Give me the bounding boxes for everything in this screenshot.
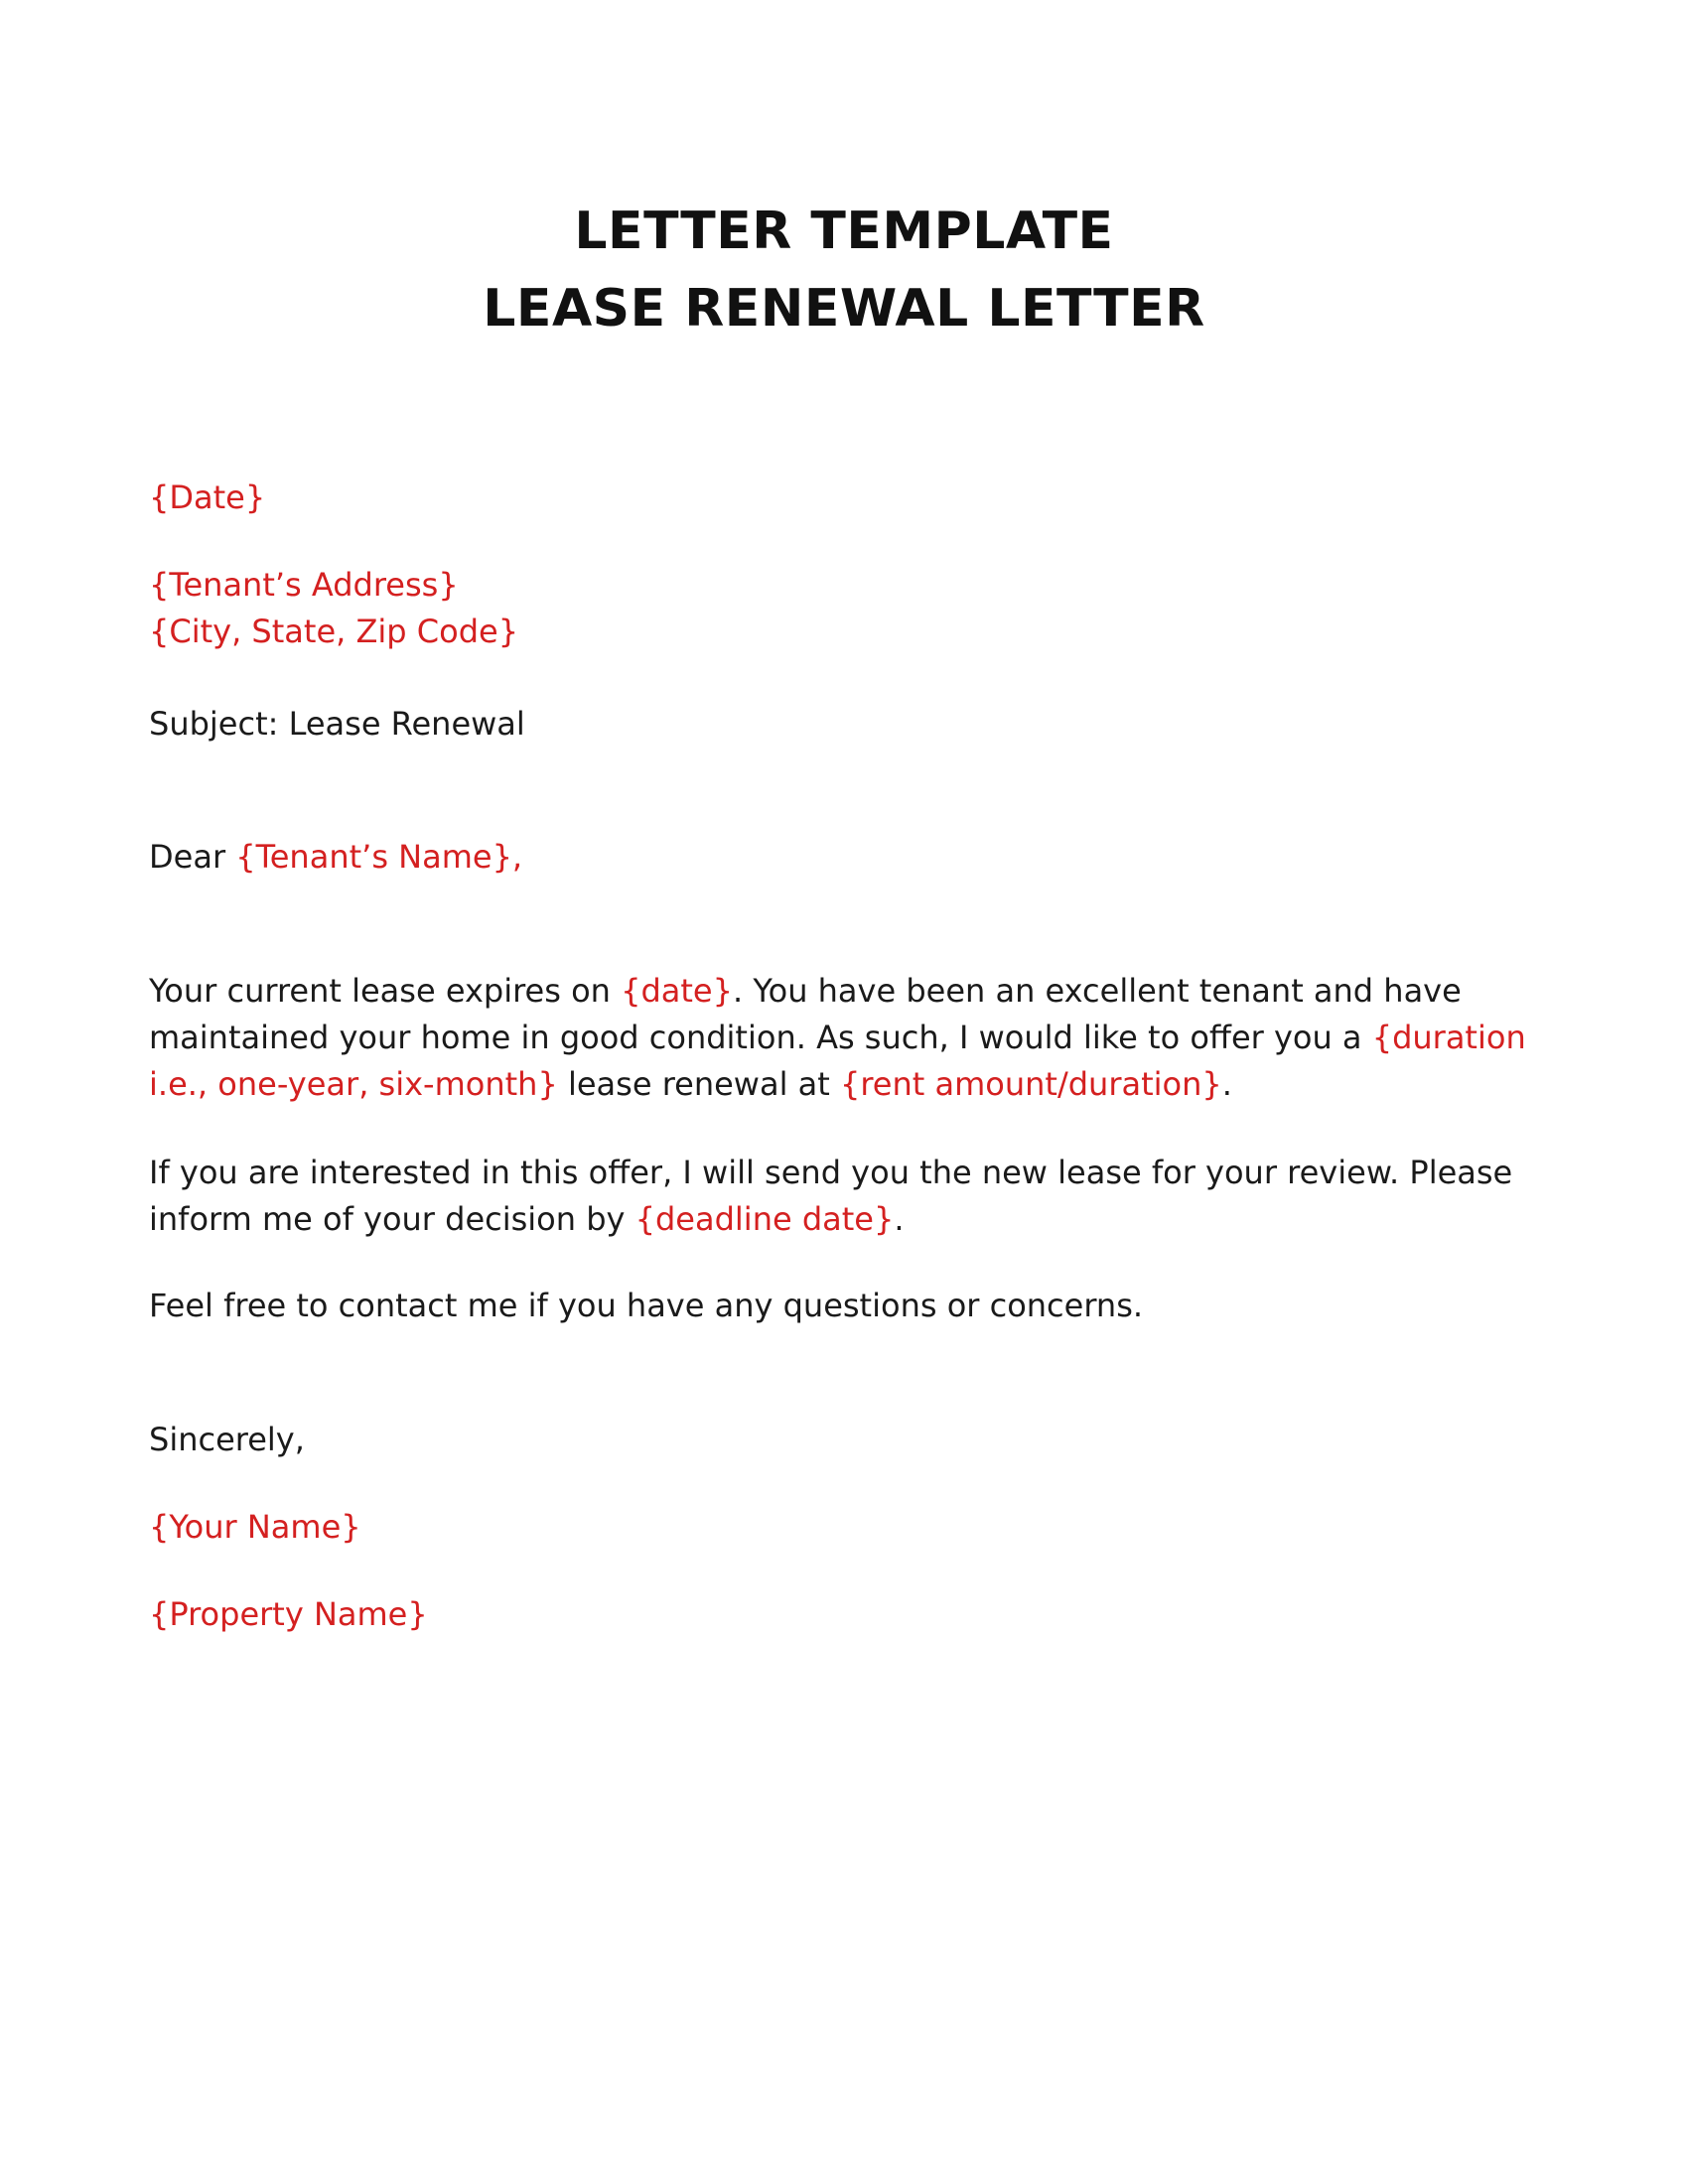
your-name-placeholder: {Your Name} [149, 1508, 361, 1546]
p2-text-b: . [894, 1200, 905, 1238]
salutation-text: Dear [149, 838, 236, 876]
p1-text-a: Your current lease expires on [149, 972, 622, 1010]
p1-text-b: . You have been an excellent tenant and have maintained your home in good condition. As such, I would like to offer you a [149, 972, 1462, 1056]
paragraph-lease-offer [149, 968, 1549, 1108]
paragraph-contact: Feel free to contact me if you have any questions or concerns. [149, 1287, 1144, 1324]
salutation [149, 834, 522, 881]
p1-text-d: . [1221, 1065, 1232, 1103]
expiry-date-placeholder: {date} [621, 972, 733, 1010]
letter-title: LEASE RENEWAL LETTER [483, 279, 1205, 339]
rent-placeholder: {rent amount/duration} [839, 1065, 1222, 1103]
property-name-placeholder: {Property Name} [149, 1595, 428, 1633]
subject-line: Subject: Lease Renewal [149, 705, 525, 743]
deadline-placeholder: {deadline date} [634, 1200, 895, 1238]
template-title: LETTER TEMPLATE [574, 202, 1114, 261]
date-placeholder: {Date} [149, 478, 266, 516]
p2-text-a: If you are interested in this offer, I will send you the new lease for your review. Please inform me of your decision by [149, 1154, 1513, 1238]
tenant-address-placeholder: {Tenant’s Address} [149, 566, 459, 604]
p1-text-c: lease renewal at [557, 1065, 840, 1103]
closing: Sincerely, [149, 1421, 305, 1458]
city-state-zip-placeholder: {City, State, Zip Code} [149, 613, 519, 650]
tenant-name-placeholder: {Tenant’s Name}, [235, 838, 523, 876]
duration-placeholder: {duration i.e., one-year, six-month} [149, 1019, 1526, 1103]
paragraph-review [149, 1150, 1549, 1243]
